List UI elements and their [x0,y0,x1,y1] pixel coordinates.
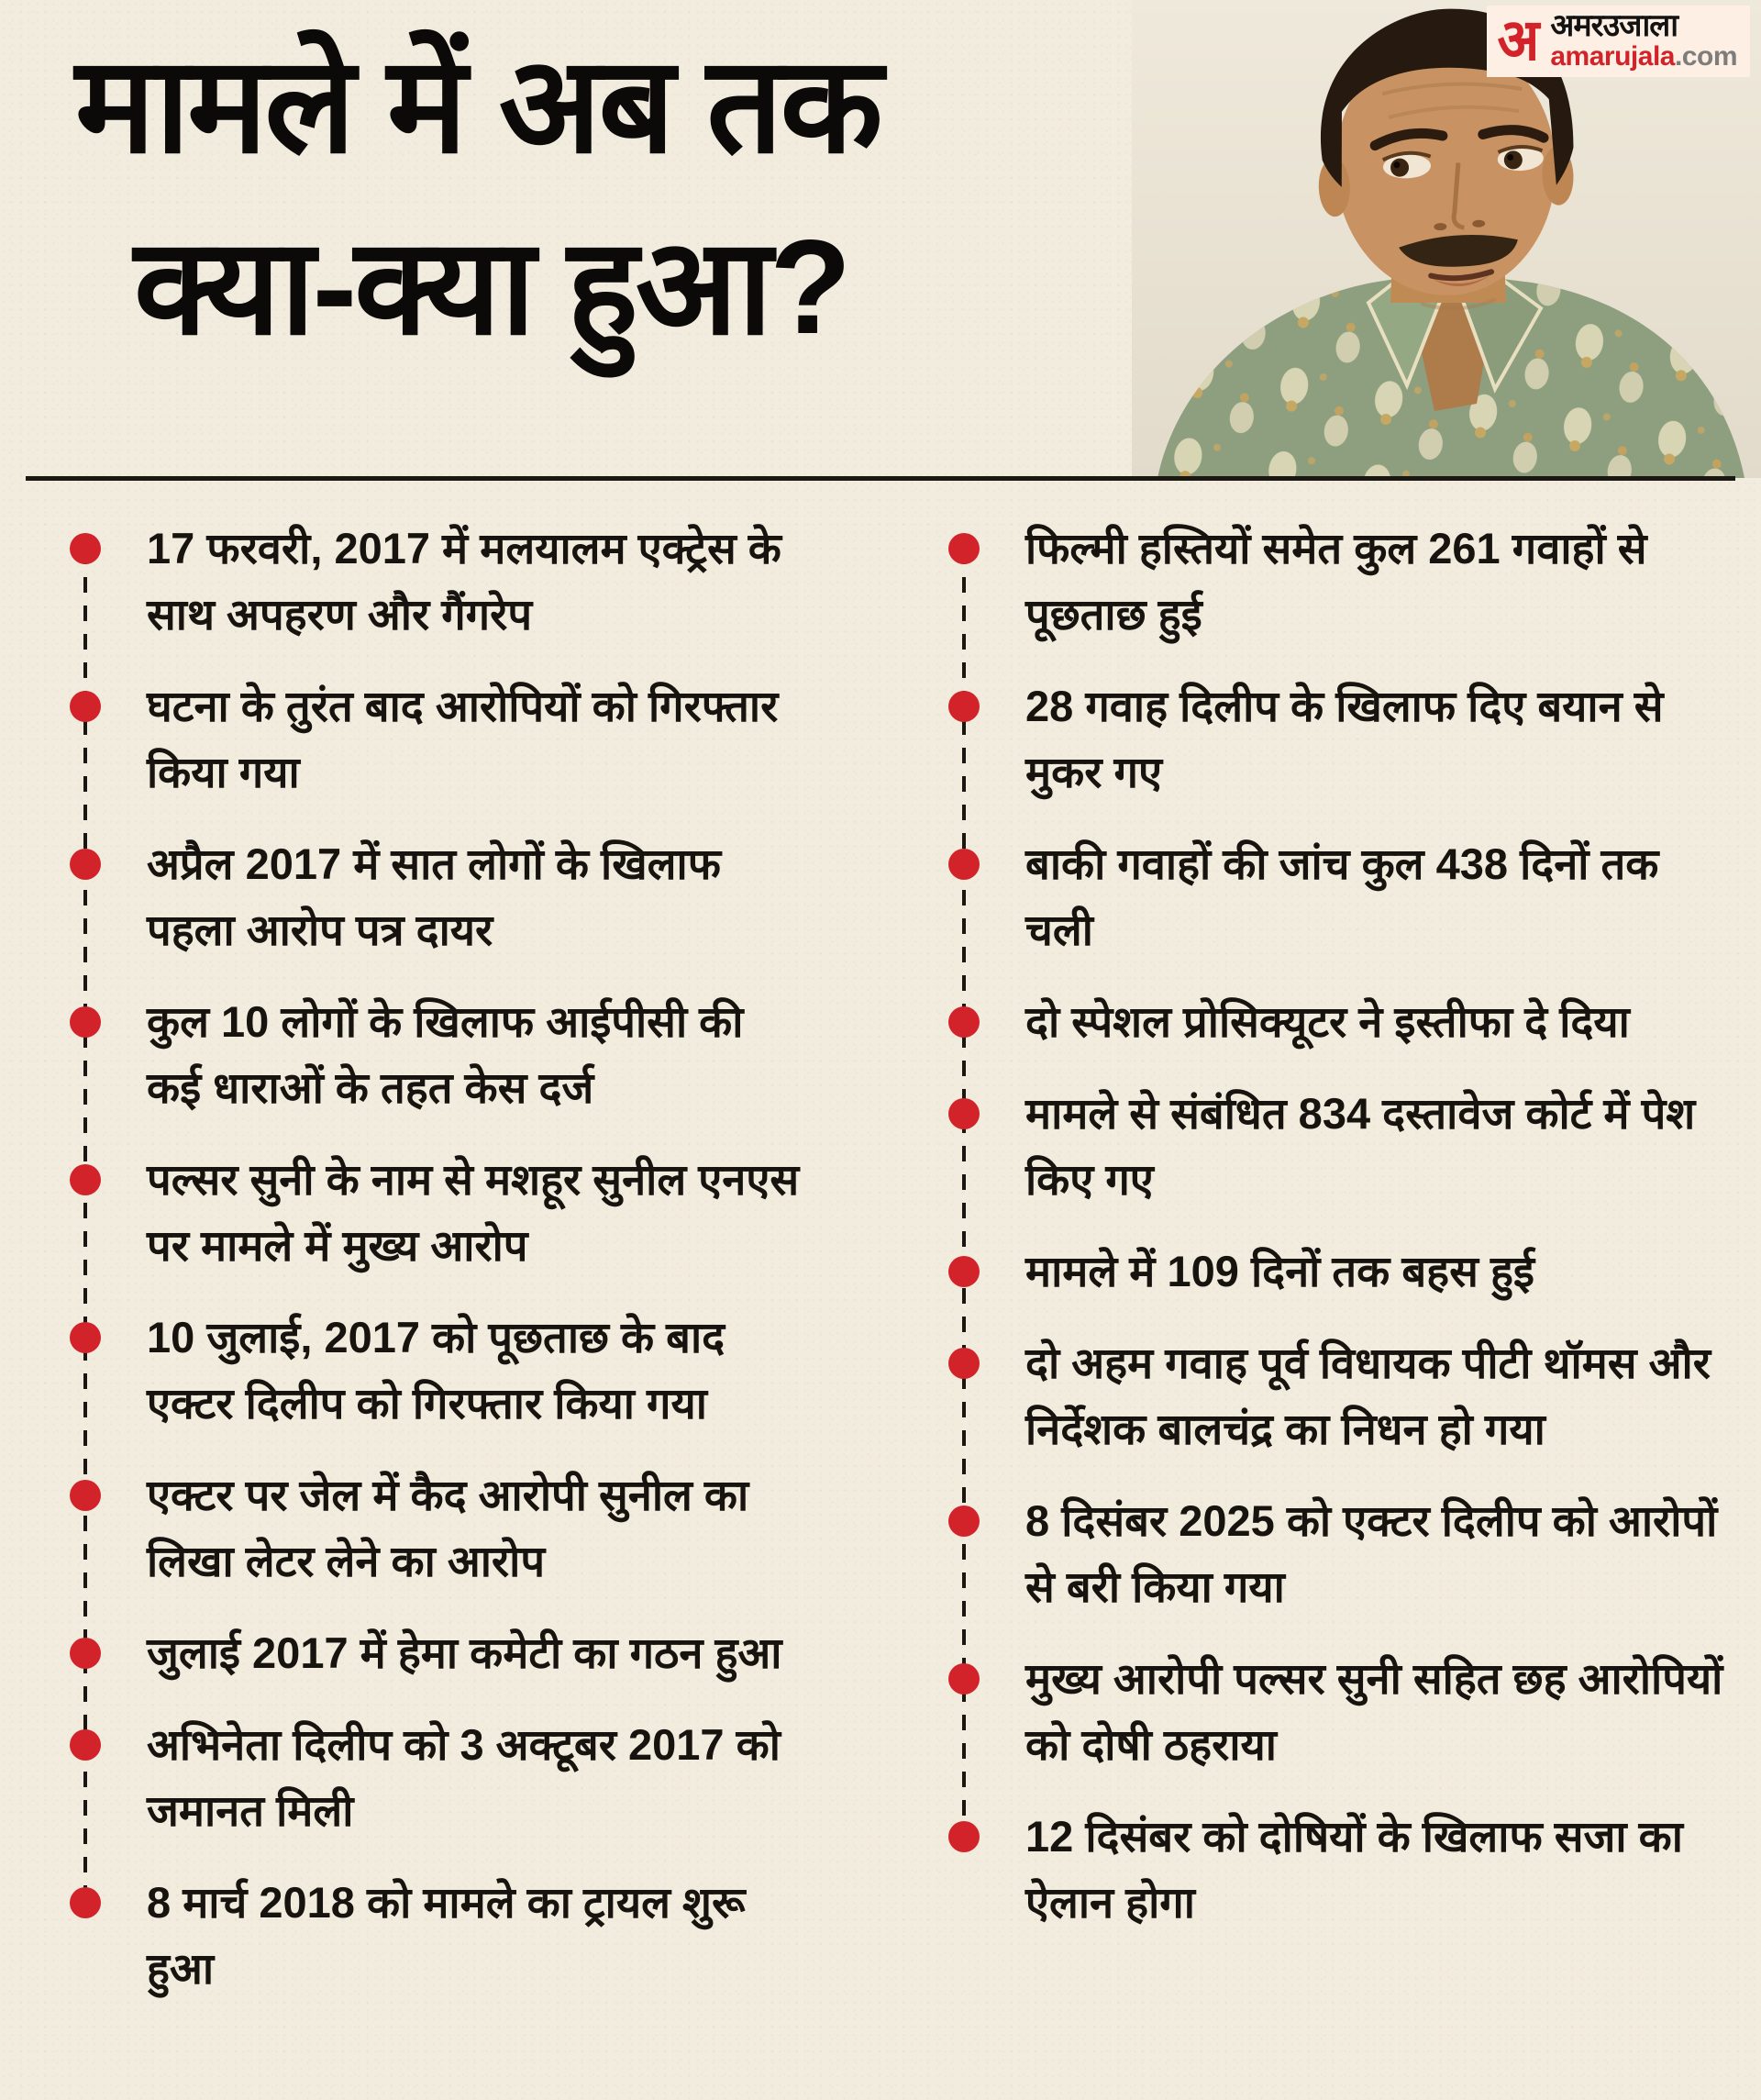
timeline-bullet-icon [948,1821,980,1852]
page-title-line2: क्या-क्या हुआ? [134,212,849,361]
timeline-connector-line [962,549,966,1837]
timeline-item-text: 17 फरवरी, 2017 में मलयालम एक्ट्रेस के साथ अपहरण और गैंगरेप [147,524,781,639]
timeline-bullet-icon [948,1663,980,1694]
timeline-bullet-icon [948,1098,980,1129]
timeline-item-text: घटना के तुरंत बाद आरोपियों को गिरफ्तार किया गया [147,682,779,796]
logo-mark-icon: अ [1497,8,1540,72]
timeline-bullet-icon [70,691,101,722]
timeline-item [948,1239,1735,1305]
page-title [75,15,880,378]
timeline-item-text: अभिनेता दिलीप को 3 अक्टूबर 2017 को जमानत मिली [147,1720,781,1835]
timeline-item-text: दो स्पेशल प्रोसिक्यूटर ने इस्तीफा दे दिया [1025,997,1630,1046]
timeline-item-text: अप्रैल 2017 में सात लोगों के खिलाफ पहला आरोप पत्र दायर [147,839,721,954]
timeline-item [948,673,1735,806]
timeline-item-text: मामले में 109 दिनों तक बहस हुई [1025,1247,1534,1295]
logo-domain-name: amarujala [1550,41,1675,72]
timeline-item [70,1305,809,1437]
timeline-item [70,1620,809,1686]
timeline-item [948,516,1735,648]
timeline-item [948,1804,1735,1936]
timeline-bullet-icon [70,1887,101,1918]
timeline-bullet-icon [948,1006,980,1038]
timeline-item-text: मुख्य आरोपी पल्सर सुनी सहित छह आरोपियों को दोषी ठहराया [1025,1654,1723,1769]
timeline-bullet-icon [948,691,980,722]
timeline-item-text: कुल 10 लोगों के खिलाफ आईपीसी की कई धाराओं के तहत केस दर्ज [147,997,744,1112]
timeline-connector-line [83,549,87,1903]
timeline-item-text: 10 जुलाई, 2017 को पूछताछ के बाद एक्टर दिलीप को गिरफ्तार किया गया [147,1313,725,1428]
timeline-bullet-icon [70,1164,101,1195]
timeline-item [70,831,809,963]
timeline-item [948,1081,1735,1213]
timeline-item [70,516,809,648]
timeline-bullet-icon [70,1729,101,1761]
timeline-bullet-icon [948,849,980,880]
timeline-item [70,1712,809,1844]
page-title-line1: मामले में अब तक [75,30,880,180]
timeline-bullet-icon [70,533,101,564]
timeline-bullet-icon [948,1506,980,1537]
timeline-bullet-icon [70,849,101,880]
logo-domain-tld: .com [1674,41,1737,72]
header-divider-line [26,476,1735,481]
timeline-item-text: 8 मार्च 2018 को मामले का ट्रायल शुरू हुआ [147,1878,746,1993]
timeline-item [70,1870,809,2002]
timeline-bullet-icon [70,1480,101,1511]
timeline-bullet-icon [948,1256,980,1287]
timeline-item [70,1147,809,1279]
timeline-item [70,989,809,1121]
timeline-item [70,1462,809,1594]
timeline-item-text: 28 गवाह दिलीप के खिलाफ दिए बयान से मुकर गए [1025,682,1664,796]
timeline-bullet-icon [948,533,980,564]
timeline-item-text: एक्टर पर जेल में कैद आरोपी सुनील का लिखा लेटर लेने का आरोप [147,1471,749,1585]
timeline-item-text: 12 दिसंबर को दोषियों के खिलाफ सजा का ऐलान होगा [1025,1812,1683,1927]
logo-domain [1550,42,1737,72]
timeline-item-text: 8 दिसंबर 2025 को एक्टर दिलीप को आरोपों से बरी किया गया [1025,1496,1718,1611]
timeline-item-text: जुलाई 2017 में हेमा कमेटी का गठन हुआ [147,1628,782,1677]
timeline-bullet-icon [948,1348,980,1379]
amar-ujala-logo [1487,6,1750,77]
timeline-column-left [70,516,809,2002]
timeline-item-text: दो अहम गवाह पूर्व विधायक पीटी थॉमस और निर्देशक बालचंद्र का निधन हो गया [1025,1339,1711,1453]
timeline-item-text: पल्सर सुनी के नाम से मशहूर सुनील एनएस पर मामले में मुख्य आरोप [147,1155,800,1270]
timeline-item [948,831,1735,963]
timeline-item [70,673,809,806]
timeline-item [948,1646,1735,1778]
timeline-item [948,989,1735,1055]
logo-name: अमरउजाला [1550,8,1678,43]
timeline-item [948,1330,1735,1462]
timeline-item [948,1488,1735,1620]
timeline-item-text: मामले से संबंधित 834 दस्तावेज कोर्ट में पेश किए गए [1025,1089,1696,1204]
timeline-bullet-icon [70,1006,101,1038]
timeline-item-text: फिल्मी हस्तियों समेत कुल 261 गवाहों से पूछताछ हुई [1025,524,1647,639]
timeline-column-right [948,516,1735,1936]
timeline-bullet-icon [70,1638,101,1669]
timeline-item-text: बाकी गवाहों की जांच कुल 438 दिनों तक चली [1025,839,1659,954]
timeline-bullet-icon [70,1322,101,1353]
